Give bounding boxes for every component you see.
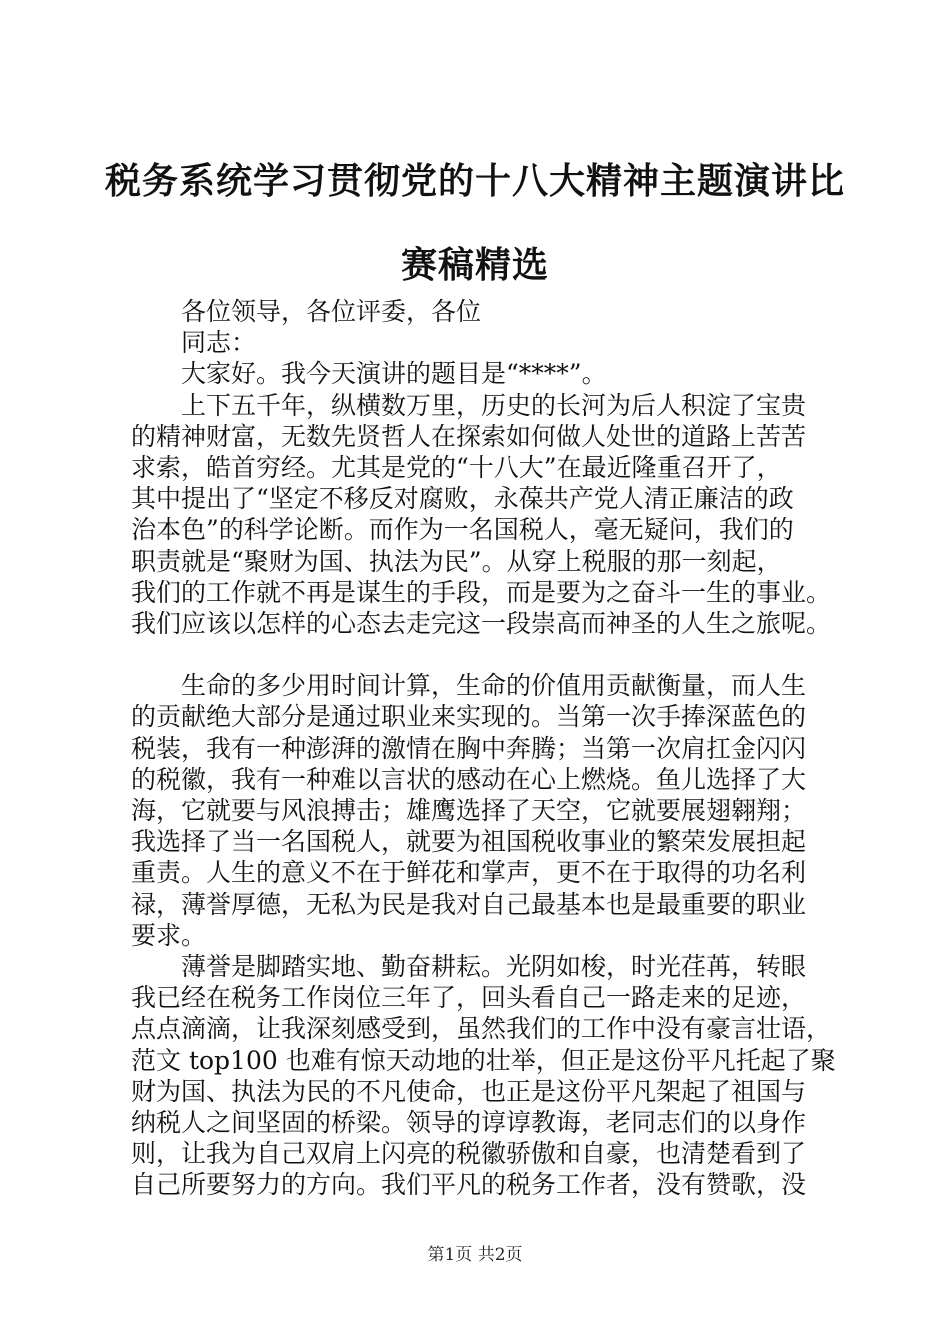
document-body [131,296,861,1200]
body-line: 海，它就要与风浪搏击；雄鹰选择了天空，它就要展翅翱翔； [131,796,807,825]
body-line: 我们应该以怎样的心态去走完这一段崇高而神圣的人生之旅呢。 [131,608,832,638]
body-line: 纳税人之间坚固的桥梁。领导的谆谆教诲，老同志们的以身作 [131,1107,807,1137]
body-line: 财为国、执法为民的不凡使命，也正是这份平凡架起了祖国与 [131,1076,807,1106]
body-line: 生命的多少用时间计算，生命的价值用贡献衡量，而人生 [181,671,807,701]
body-line: 我已经在税务工作岗位三年了，回头看自己一路走来的足迹， [131,983,807,1013]
body-line: 自己所要努力的方向。我们平凡的税务工作者，没有赞歌，没 [131,1170,807,1200]
body-line [131,639,861,670]
body-line: 薄誉是脚踏实地、勤奋耕耘。光阴如梭，时光荏苒，转眼 [181,951,807,981]
body-line: 其中提出了“坚定不移反对腐败，永葆共产党人清正廉洁的政 [131,484,794,514]
body-line: 各位领导，各位评委，各位 [181,297,482,326]
body-line: 的税徽，我有一种难以言状的感动在心上燃烧。鱼儿选择了大 [131,764,807,794]
document-title-line-1: 税务系统学习贯彻党的十八大精神主题演讲比 [104,161,845,202]
body-line: 要求。 [131,920,207,950]
body-line: 我选择了当一名国税人，就要为祖国税收事业的繁荣发展担起 [131,827,807,857]
body-line: 大家好。我今天演讲的题目是“****”。 [181,359,607,389]
body-line: 治本色”的科学论断。而作为一名国税人，毫无疑问，我们的 [131,515,794,545]
body-line: 则，让我为自己双肩上闪亮的税徽骄傲和自豪，也清楚看到了 [131,1139,807,1169]
body-line: 上下五千年，纵横数万里，历史的长河为后人积淀了宝贵 [181,390,807,420]
page-footer: 第1页 共2页 [427,1245,523,1265]
body-line: 重责。人生的意义不在于鲜花和掌声，更不在于取得的功名利 [131,858,807,888]
body-line: 范文 top100 也难有惊天动地的壮举，但正是这份平凡托起了聚 [131,1045,836,1075]
body-line: 的精神财富，无数先贤哲人在探索如何做人处世的道路上苦苦 [131,421,807,451]
body-line: 税装，我有一种澎湃的激情在胸中奔腾；当第一次肩扛金闪闪 [131,733,807,763]
body-line: 的贡献绝大部分是通过职业来实现的。当第一次手捧深蓝色的 [131,702,807,732]
body-line: 点点滴滴，让我深刻感受到，虽然我们的工作中没有豪言壮语， [131,1014,832,1044]
body-line: 求索，皓首穷经。尤其是党的“十八大”在最近隆重召开了， [131,452,782,482]
document-title-line-2: 赛稿精选 [400,245,549,286]
body-line: 禄，薄誉厚德，无私为民是我对自己最基本也是最重要的职业 [131,889,807,919]
body-line: 职责就是“聚财为国、执法为民”。从穿上税服的那一刻起， [131,546,782,576]
body-line: 我们的工作就不再是谋生的手段，而是要为之奋斗一生的事业。 [131,577,832,607]
body-line: 同志： [181,328,257,358]
